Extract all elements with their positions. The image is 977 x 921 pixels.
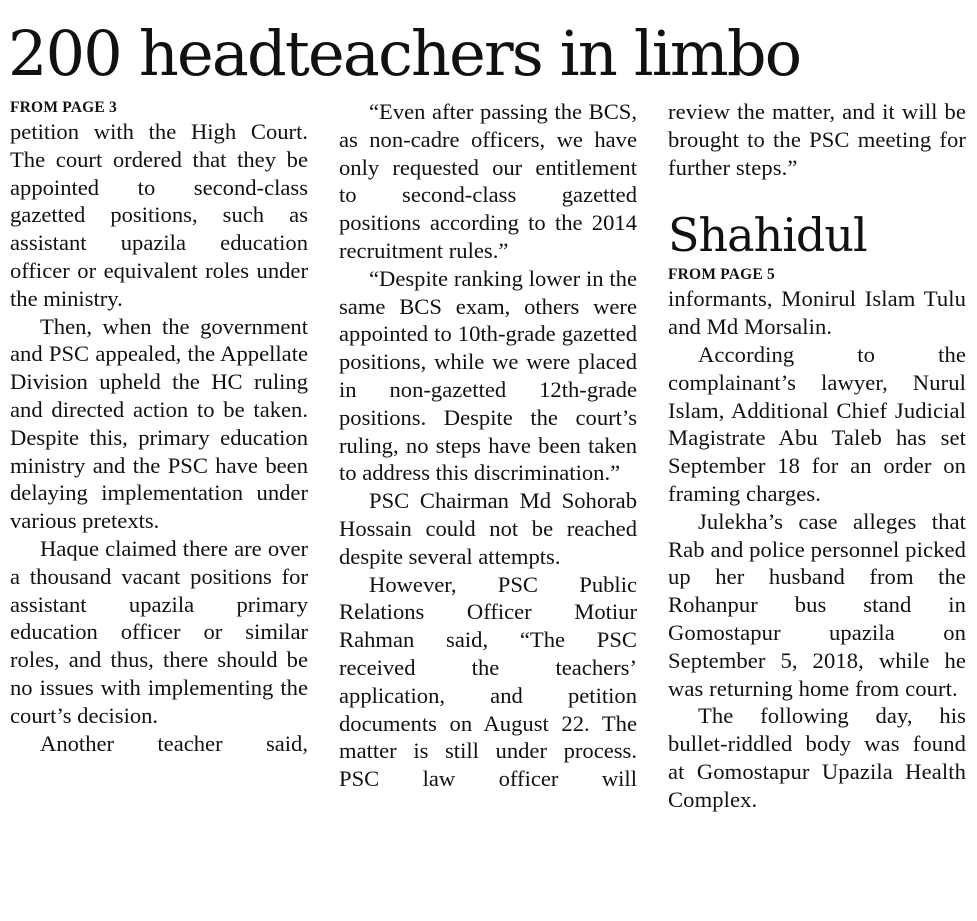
paragraph: The following day, his bullet-riddled body was found at Gomostapur Upazila Health Complex. — [668, 703, 966, 812]
paragraph: Julekha’s case alleges that Rab and police personnel picked up her husband from the Rohanpur bus stand in Gomostapur upazila on September 5, 2018, while he was returning home from court. — [668, 508, 966, 701]
paragraph: “Despite ranking lower in the same BCS exam, others were appointed to 10th-grade gazetted positions, while we were placed in non-gazetted 12th-grade positions. Despite the court’s ruling, no steps have been taken to address this discrimination.” — [339, 265, 637, 486]
paragraph: petition with the High Court. The court ordered that they be appointed to second-class gazetted positions, such as assistant upazila education officer or equivalent roles under the ministry. — [10, 119, 308, 311]
headline: 200 headteachers in limbo — [8, 17, 801, 90]
continuation-label: FROM PAGE 3 — [10, 99, 117, 116]
paragraph: Then, when the government and PSC appealed, the Appellate Division upheld the HC ruling and directed action to be taken. Despite this, primary education ministry and the PSC have been delaying implementation under various pretexts. — [10, 313, 308, 534]
paragraph: Haque claimed there are over a thousand vacant positions for assistant upazila primary education officer or similar roles, and thus, there should be no issues with implementing the court’s decision. — [10, 535, 308, 728]
paragraph: informants, Monirul Islam Tulu and Md Morsalin. — [668, 286, 966, 340]
continuation-label: FROM PAGE 5 — [668, 266, 775, 284]
text-column-2 — [339, 98, 637, 793]
paragraph: Another teacher said, — [40, 730, 308, 756]
text-column-1 — [10, 98, 308, 757]
section-headline: Shahidul — [668, 208, 867, 263]
paragraph: “Even after passing the BCS, as non-cadre officers, we have only requested our entitlement to second-class gazetted positions according to the 2014 recruitment rules.” — [339, 99, 637, 263]
paragraph: PSC Chairman Md Sohorab Hossain could not be reached despite several attempts. — [339, 488, 637, 569]
paragraph: review the matter, and it will be brought to the PSC meeting for further steps.” — [668, 99, 966, 180]
paragraph: According to the complainant’s lawyer, Nurul Islam, Additional Chief Judicial Magistrate Abu Taleb has set September 18 for an order on framing charges. — [668, 341, 966, 506]
text-column-3 — [668, 98, 966, 814]
paragraph: However, PSC Public Relations Officer Motiur Rahman said, “The PSC received the teachers’ application, and petition documents on August 22. The matter is still under process. PSC law officer will — [339, 571, 637, 792]
